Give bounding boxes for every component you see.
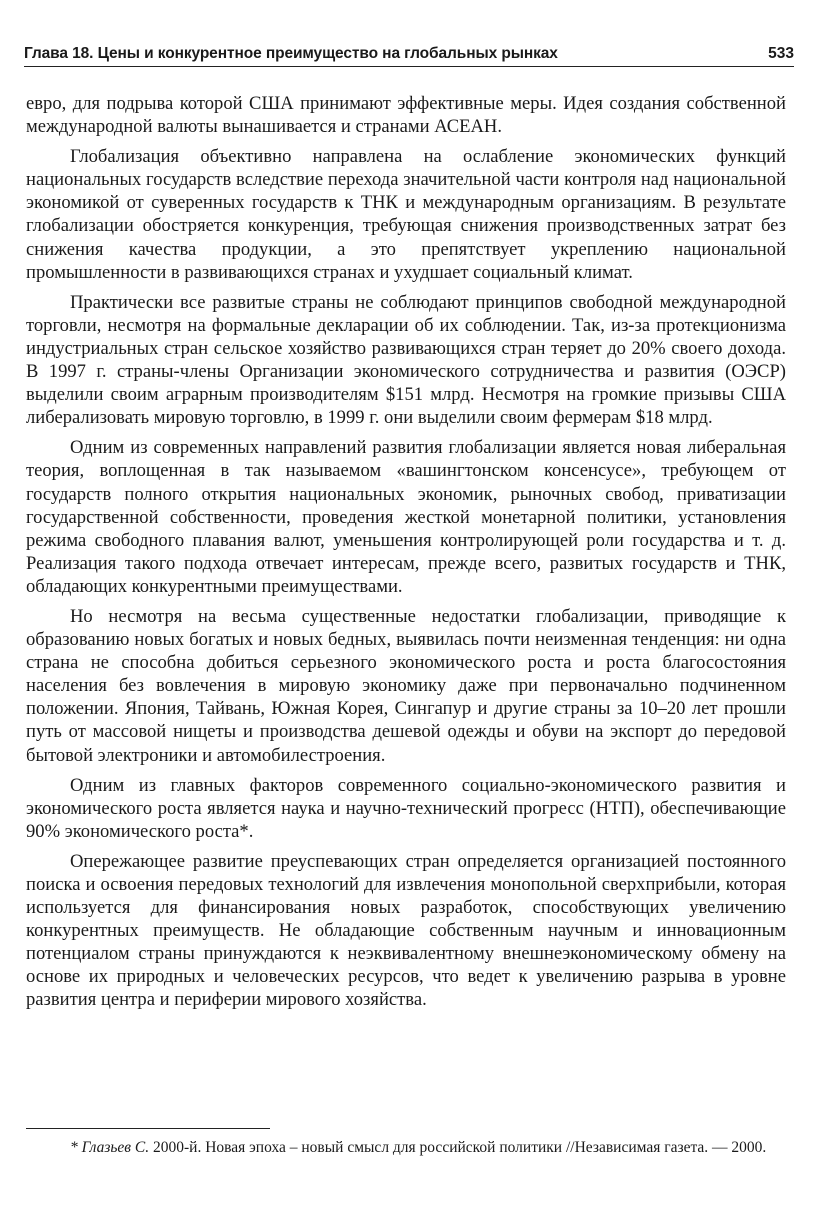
paragraph: евро, для подрыва которой США принимают эффективные меры. Идея создания собственной международной валюты вынашивается и странами АСЕАН. — [26, 93, 786, 138]
paragraph: Глобализация объективно направлена на ослабление экономических функций национальных государств вследствие перехода значительной части контроля над национальной экономикой от суверенных государств к ТНК и международным организациям. В результате глобализации обостряется конкуренция, требующая снижения производственных затрат без снижения качества продукции, а это препятствует укреплению национальной промышленности в развивающихся странах и ухудшает социальный климат. — [26, 146, 786, 283]
running-header — [24, 40, 794, 67]
footnote — [26, 1137, 786, 1158]
paragraph: Одним из главных факторов современного социально-экономического развития и экономического роста является наука и научно-технический прогресс (НТП), обеспечивающие 90% экономического роста*. — [26, 774, 786, 842]
paragraph: Опережающее развитие преуспевающих стран определяется организацией постоянного поиска и освоения передовых технологий для извлечения монопольной сверхприбыли, которая используется для финансирования новых разработок, способствующих увеличению конкурентных преимуществ. Не обладающие собственным научным и инновационным потенциалом страны принуждаются к неэквивалентному внешнеэкономическому обмену на основе их природных и человеческих ресурсов, что ведет к увеличению разрыва в уровне развития центра и периферии мирового хозяйства. — [26, 850, 786, 1011]
footnote-author: * Глазьев С. — [70, 1139, 150, 1156]
body-text — [26, 92, 786, 1019]
chapter-title: Глава 18. Цены и конкурентное преимущество на глобальных рынках — [24, 45, 558, 62]
paragraph: Практически все развитые страны не соблюдают принципов свободной международной торговли, несмотря на формальные декларации об их соблюдении. Так, из-за протекционизма индустриальных стран сельское хозяйство развивающихся стран теряет до 20% своего дохода. В 1997 г. страны-члены Организации экономического сотрудничества и развития (ОЭСР) выделили своим аграрным производителям $151 млрд. Несмотря на громкие призывы США либерализовать мировую торговлю, в 1999 г. они выделили своим фермерам $18 млрд. — [26, 291, 786, 429]
paragraph: Одним из современных направлений развития глобализации является новая либеральная теория, воплощенная в так называемом «вашингтонском консенсусе», требующем от государств полного открытия национальных экономик, рыночных свобод, приватизации государственной собственности, проведения жесткой монетарной политики, установления режима свободного плавания валют, уменьшения контролирующей роли государства и т. д. Реализация такого подхода отвечает интересам, прежде всего, развитых государств и ТНК, обладающих конкурентными преимуществами. — [26, 437, 786, 597]
page-number: 533 — [768, 45, 794, 62]
footnote-text: 2000-й. Новая эпоха – новый смысл для российской политики //Независимая газета. — 2000. — [149, 1139, 767, 1156]
paragraph: Но несмотря на весьма существенные недостатки глобализации, приводящие к образованию новых богатых и новых бедных, выявилась почти неизменная тенденция: ни одна страна не способна добиться серьезного экономического роста и роста благосостояния населения без вовлечения в мировую экономику даже при первоначально подчиненном положении. Япония, Тайвань, Южная Корея, Сингапур и другие страны за 10–20 лет прошли путь от массовой нищеты и производства дешевой одежды и обуви на экспорт до передовой бытовой электроники и автомобилестроения. — [26, 605, 786, 766]
footnote-divider — [26, 1128, 270, 1129]
